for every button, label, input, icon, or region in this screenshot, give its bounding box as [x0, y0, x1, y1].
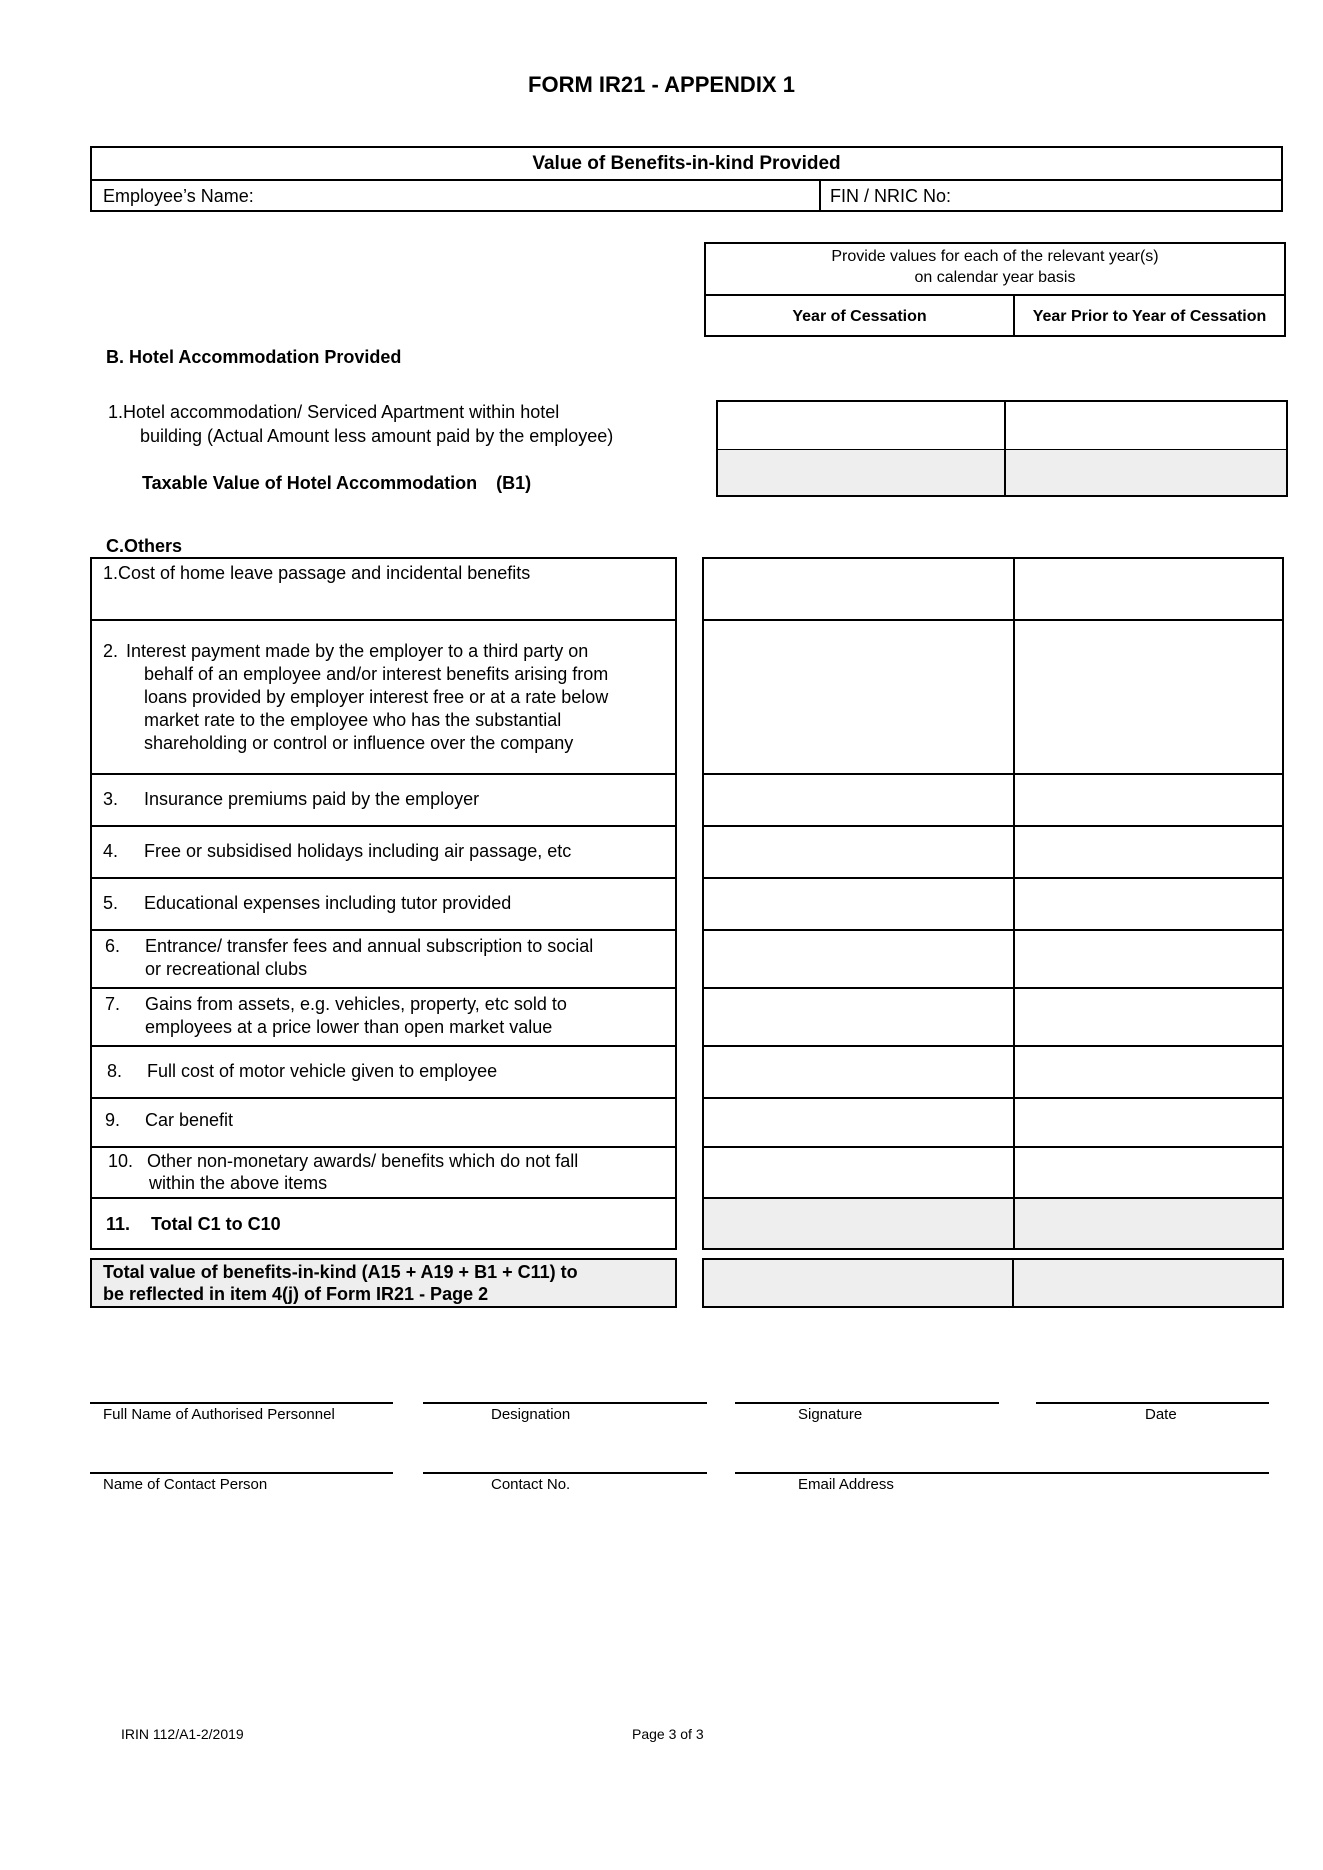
hotel-value-prior[interactable]	[1006, 402, 1286, 449]
section-b-item1-line2: building (Actual Amount less amount paid by the employee)	[140, 426, 614, 446]
section-b-col-divider	[1004, 402, 1006, 495]
item-5-number: 5.	[103, 893, 119, 913]
page-number: Page 3 of 3	[632, 1726, 704, 1742]
row-divider	[92, 1146, 675, 1148]
contact-no-line[interactable]	[423, 1472, 707, 1474]
item-2-line3: loans provided by employer interest free or at a rate below	[144, 687, 609, 707]
total-c-value-cessation[interactable]	[704, 1198, 1013, 1248]
grand-total-values	[702, 1258, 1284, 1308]
item-7-number: 7.	[105, 994, 121, 1014]
item-2-line5: shareholding or control or influence over the company	[144, 733, 574, 753]
item-2-line4: market rate to the employee who has the substantial	[144, 710, 562, 730]
value-row-divider	[704, 1045, 1282, 1047]
email-line[interactable]	[735, 1472, 1269, 1474]
hotel-value-cessation[interactable]	[718, 402, 1004, 449]
item-6-number: 6.	[105, 936, 121, 956]
item-4-number: 4.	[103, 841, 119, 861]
value-row-divider	[704, 929, 1282, 931]
item-2-number: 2.	[103, 641, 119, 661]
form-title: FORM IR21 - APPENDIX 1	[528, 72, 795, 97]
item-6-line1: Entrance/ transfer fees and annual subscription to social	[145, 936, 594, 956]
item-9-number: 9.	[105, 1110, 121, 1130]
contact-person-line[interactable]	[90, 1472, 393, 1474]
item-8-number: 8.	[107, 1061, 123, 1081]
header-heading: Value of Benefits-in-kind Provided	[532, 153, 841, 174]
column-header-divider	[706, 294, 1284, 296]
item-8-label: Full cost of motor vehicle given to employee	[147, 1061, 498, 1081]
value-row-divider	[704, 773, 1282, 775]
full-name-label: Full Name of Authorised Personnel	[103, 1406, 335, 1423]
row-divider	[92, 773, 675, 775]
section-b-values	[716, 400, 1288, 497]
grand-total-line2: be reflected in item 4(j) of Form IR21 - Page 2	[103, 1284, 489, 1304]
column-header-box	[704, 242, 1286, 337]
taxable-hotel-text: Taxable Value of Hotel Accommodation	[142, 473, 478, 493]
section-b-item1-line1: 1.Hotel accommodation/ Serviced Apartment within hotel	[108, 402, 560, 422]
section-c-values	[702, 557, 1284, 1250]
signature-line[interactable]	[735, 1402, 999, 1404]
row-divider	[92, 1197, 675, 1199]
item-10-line1: Other non-monetary awards/ benefits which do not fall	[147, 1151, 579, 1171]
item-10-number: 10.	[108, 1151, 134, 1171]
row-divider	[92, 1097, 675, 1099]
item-2-line1: Interest payment made by the employer to a third party on	[126, 641, 589, 661]
date-line[interactable]	[1036, 1402, 1269, 1404]
designation-line[interactable]	[423, 1402, 707, 1404]
item-3-label: Insurance premiums paid by the employer	[144, 789, 480, 809]
fin-nric-label: FIN / NRIC No:	[830, 186, 952, 206]
item-2-line2: behalf of an employee and/or interest benefits arising from	[144, 664, 609, 684]
row-divider	[92, 825, 675, 827]
full-name-line[interactable]	[90, 1402, 393, 1404]
grand-total-line1: Total value of benefits-in-kind (A15 + A19 + B1 + C11) to	[103, 1262, 578, 1282]
signature-label: Signature	[798, 1406, 863, 1423]
row-divider	[92, 987, 675, 989]
header-box	[90, 146, 1283, 212]
row-divider	[92, 619, 675, 621]
value-row-divider	[704, 987, 1282, 989]
employee-name-label: Employee’s Name:	[103, 186, 254, 206]
contact-no-label: Contact No.	[491, 1476, 571, 1493]
item-4-label: Free or subsidised holidays including air passage, etc	[144, 841, 572, 861]
section-c-col-divider	[1013, 559, 1015, 1248]
item-7-line2: employees at a price lower than open market value	[145, 1017, 553, 1037]
date-label: Date	[1145, 1406, 1177, 1423]
item-9-label: Car benefit	[145, 1110, 234, 1130]
grand-total-value-prior[interactable]	[1014, 1260, 1282, 1306]
taxable-hotel-code: (B1)	[496, 473, 532, 493]
item-5-label: Educational expenses including tutor provided	[144, 893, 512, 913]
section-c-labels	[90, 557, 677, 1250]
taxable-hotel-label	[142, 473, 531, 494]
header-vdivider	[819, 179, 821, 210]
column-note-line1: Provide values for each of the relevant year(s)	[831, 248, 1159, 265]
section-b-heading: B. Hotel Accommodation Provided	[106, 347, 402, 367]
value-row-divider	[704, 619, 1282, 621]
row-divider	[92, 877, 675, 879]
item-10-line2: within the above items	[149, 1173, 328, 1193]
item-7-line1: Gains from assets, e.g. vehicles, property, etc sold to	[145, 994, 567, 1014]
value-row-divider	[704, 1197, 1282, 1199]
item-11-label: Total C1 to C10	[151, 1214, 281, 1234]
value-row-divider	[704, 825, 1282, 827]
column-note-line2: on calendar year basis	[914, 269, 1076, 286]
total-c-value-prior[interactable]	[1015, 1198, 1282, 1248]
grand-total-label-box	[90, 1258, 677, 1308]
email-label: Email Address	[798, 1476, 894, 1493]
value-row-divider	[704, 1097, 1282, 1099]
form-code: IRIN 112/A1-2/2019	[121, 1726, 244, 1742]
item-6-line2: or recreational clubs	[145, 959, 308, 979]
row-divider	[92, 929, 675, 931]
hotel-taxable-value-cessation[interactable]	[718, 450, 1004, 495]
item-1-label: 1.Cost of home leave passage and incidental benefits	[103, 563, 531, 583]
section-c-heading: C.Others	[106, 536, 183, 556]
value-row-divider	[704, 877, 1282, 879]
value-row-divider	[704, 1146, 1282, 1148]
column-year-prior: Year Prior to Year of Cessation	[1032, 308, 1267, 325]
item-3-number: 3.	[103, 789, 119, 809]
column-year-of-cessation: Year of Cessation	[792, 308, 927, 325]
row-divider	[92, 1045, 675, 1047]
header-divider	[92, 179, 1281, 181]
item-11-number: 11.	[106, 1214, 131, 1234]
contact-person-label: Name of Contact Person	[103, 1476, 268, 1493]
hotel-taxable-value-prior[interactable]	[1006, 450, 1286, 495]
grand-total-value-cessation[interactable]	[704, 1260, 1012, 1306]
designation-label: Designation	[491, 1406, 571, 1423]
